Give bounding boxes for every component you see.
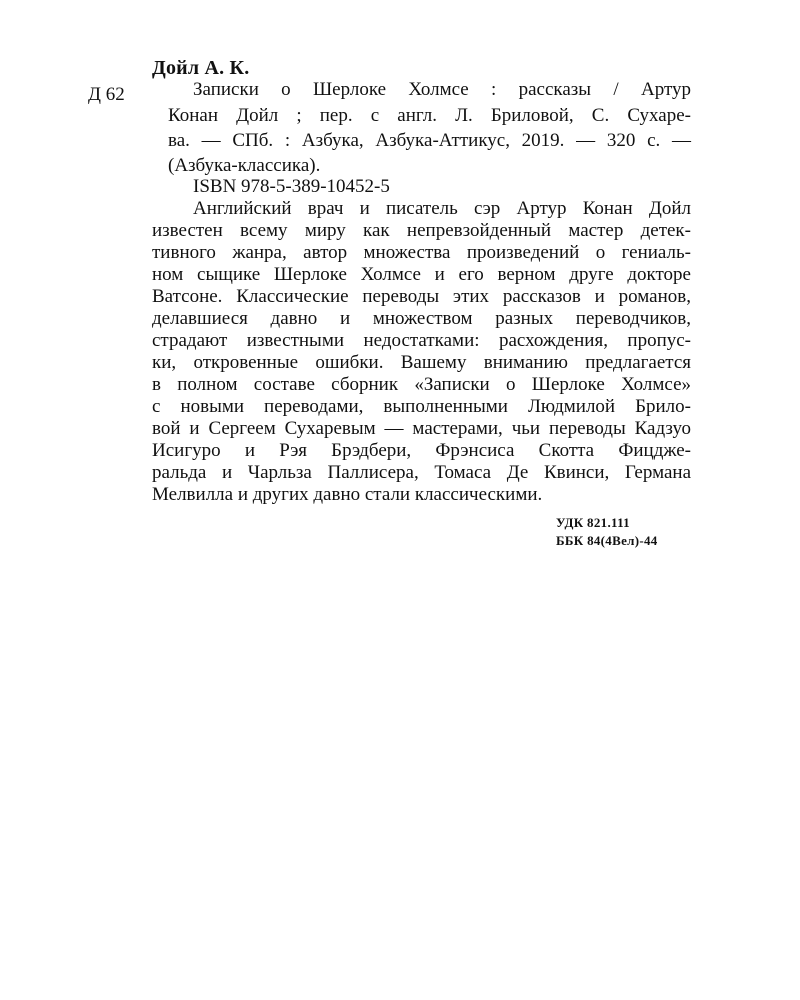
annotation-line: страдают известными недостатками: расхождения, пропус- [152,330,691,351]
annotation-line: известен всему миру как непревзойденный мастер детек- [152,220,691,241]
annotation-line: Мелвилла и других давно стали классическими. [152,484,543,505]
annotation-line: ном сыщике Шерлоке Холмсе и его верном друге докторе [152,264,691,285]
bbk-code: ББК 84(4Вел)-44 [556,533,658,548]
bibliographic-line: Конан Дойл ; пер. с англ. Л. Бриловой, С. Сухаре- [168,105,691,126]
author-heading: Дойл А. К. [152,57,250,79]
annotation-line: с новыми переводами, выполненными Людмилой Брило- [152,396,691,417]
udk-code: УДК 821.111 [556,515,630,530]
bibliographic-line: Записки о Шерлоке Холмсе : рассказы / Артур [193,79,691,100]
annotation-line: делавшиеся давно и множеством разных переводчиков, [152,308,691,329]
bibliographic-line: (Азбука-классика). [168,155,321,176]
annotation-line: Ватсоне. Классические переводы этих рассказов и романов, [152,286,691,307]
classification-code: Д 62 [88,84,125,105]
annotation-line: Исигуро и Рэя Брэдбери, Фрэнсиса Скотта Фицдже- [152,440,691,461]
annotation-line: тивного жанра, автор множества произведений о гениаль- [152,242,691,263]
isbn: ISBN 978-5-389-10452-5 [193,176,390,197]
annotation-line: в полном составе сборник «Записки о Шерлоке Холмсе» [152,374,691,395]
bibliographic-line: ва. — СПб. : Азбука, Азбука-Аттикус, 2019. — 320 с. — [168,130,691,151]
annotation-line: ральда и Чарльза Паллисера, Томаса Де Квинси, Германа [152,462,691,483]
annotation-line: вой и Сергеем Сухаревым — мастерами, чьи переводы Кадзуо [152,418,691,439]
annotation-line: Английский врач и писатель сэр Артур Конан Дойл [193,198,691,219]
annotation-line: ки, откровенные ошибки. Вашему вниманию предлагается [152,352,691,373]
